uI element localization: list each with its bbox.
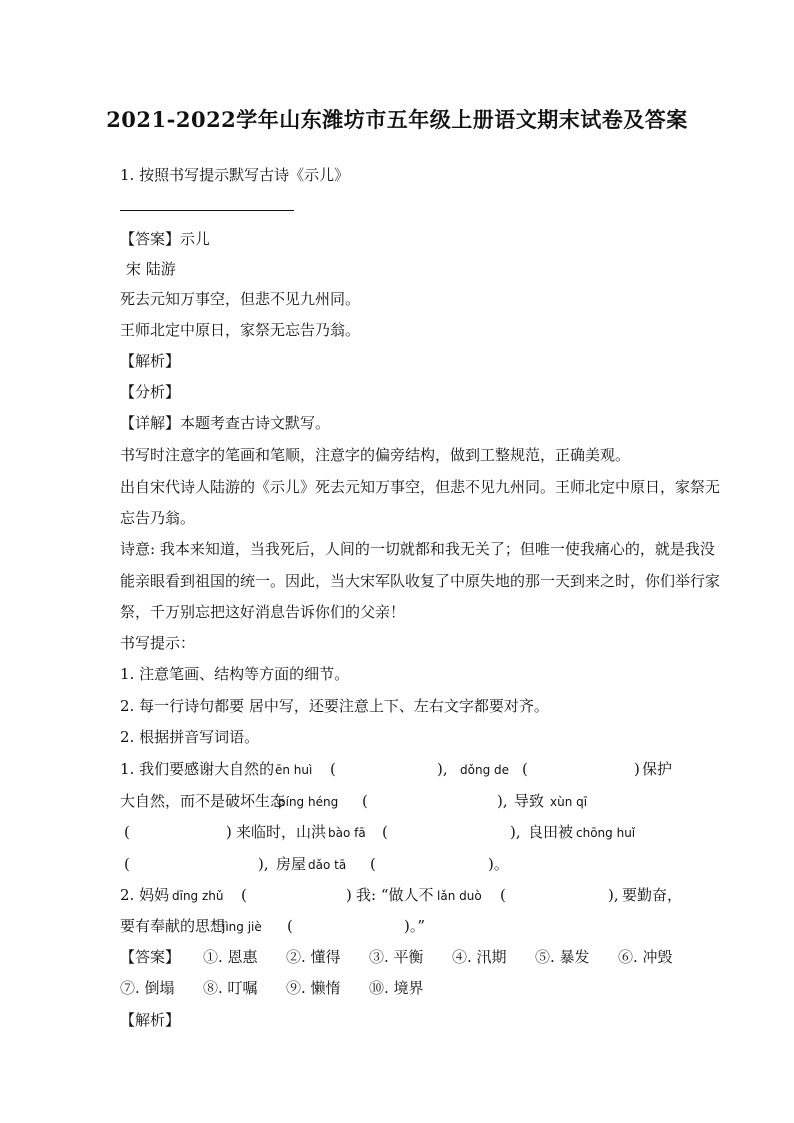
meaning-line-c: 祭，千万别忘把这好消息告诉你们的父亲！ [120, 603, 406, 621]
paren-open: ( [287, 917, 293, 935]
q2-sentence-3b: 良田被 [528, 823, 574, 841]
paren-open: ( [370, 855, 376, 873]
hint-item-2: 2. 每一行诗句都要 居中写，还要注意上下、左右文字都要对齐。 [120, 697, 549, 715]
pinyin-bao-fa: bào fā [328, 826, 366, 840]
paren-close-comma: ), [510, 823, 521, 841]
answer-blank-line [120, 210, 294, 211]
poem-title: 示儿 [180, 230, 211, 248]
answer-label: 【答案】 [120, 230, 181, 248]
paren-open: ( [124, 823, 130, 841]
paren-open: ( [522, 760, 528, 778]
paren-open: ( [241, 886, 247, 904]
q2-jiexi-label: 【解析】 [120, 1011, 181, 1029]
question-1-prompt: 1. 按照书写提示默写古诗《示儿》 [120, 166, 350, 184]
paren-open: ( [500, 886, 506, 904]
q2-sentence-2a: 大自然，而不是破坏生态 [120, 792, 286, 810]
answer-item: ①. 恩惠 [203, 948, 258, 966]
pinyin-jing-jie: jìng jiè [222, 920, 262, 934]
pinyin-chong-hui: chōng huǐ [576, 826, 636, 840]
poem-line-2: 王师北定中原日，家祭无忘告乃翁。 [120, 321, 361, 339]
poem-author: 宋 陆游 [126, 260, 176, 278]
xiangjie-label: 【详解】 [120, 414, 181, 432]
paren-close-comma: ), [497, 792, 508, 810]
paren-open: ( [330, 760, 336, 778]
answer-item: ⑨. 懒惰 [286, 979, 341, 997]
poem-line-1: 死去元知万事空，但悲不见九州同。 [120, 290, 361, 308]
hint-title: 书写提示： [120, 634, 196, 652]
q2-sentence-1b: 保护 [642, 760, 673, 778]
pinyin-ding-zhu: dīng zhǔ [172, 889, 224, 903]
writing-tip: 书写时注意字的笔画和笔顺，注意字的偏旁结构，做到工整规范，正确美观。 [120, 446, 631, 464]
q2-sentence-2b: 导致 [514, 792, 545, 810]
q2-sentence-5c: 要勤奋， [622, 886, 683, 904]
jiexi-label: 【解析】 [120, 352, 181, 370]
q2-answer-label: 【答案】 [120, 948, 181, 966]
meaning-line-b: 能亲眼看到祖国的统一。因此，当大宋军队收复了中原失地的那一天到来之时，你们举行家 [120, 572, 721, 590]
q2-sentence-6a: 要有奉献的思想 [120, 917, 226, 935]
answer-item: ④. 汛期 [452, 948, 507, 966]
q2-sentence-3a: 来临时，山洪 [236, 823, 327, 841]
document-title: 2021-2022学年山东潍坊市五年级上册语文期末试卷及答案 [106, 107, 688, 132]
q2-sentence-4a: 房屋 [276, 855, 307, 873]
hint-item-1: 1. 注意笔画、结构等方面的细节。 [120, 665, 350, 683]
pinyin-ping-heng: píng héng [278, 795, 339, 809]
pinyin-dong-de: dǒng de [460, 763, 509, 777]
source-line-b: 忘告乃翁。 [120, 509, 196, 527]
answer-item: ⑥. 冲毁 [618, 948, 673, 966]
q2-sentence-5b: 我: “做人不 [356, 886, 434, 904]
answer-item: ⑦. 倒塌 [120, 979, 175, 997]
paren-close-comma: ), [258, 855, 269, 873]
q1-answer-line [120, 230, 210, 248]
q2-sentence-5a: 2. 妈妈 [120, 886, 170, 904]
pinyin-en-hui: ēn huì [275, 763, 313, 777]
answer-item: ②. 懂得 [286, 948, 341, 966]
paren-open: ( [382, 823, 388, 841]
paren-close-period: )。 [488, 855, 509, 873]
paren-open: ( [124, 855, 130, 873]
paren-close-period-quote: )。” [404, 917, 426, 935]
paren-close: ) [634, 760, 640, 778]
pinyin-xun-qi: xùn qī [550, 795, 588, 809]
pinyin-dao-ta: dǎo tā [308, 858, 347, 872]
answer-item: ③. 平衡 [369, 948, 424, 966]
paren-close: ) [346, 886, 352, 904]
fenxi-label: 【分析】 [120, 383, 181, 401]
paren-close: ) [226, 823, 232, 841]
meaning-line-a: 诗意: 我本来知道，当我死后，人间的一切就都和我无关了；但唯一使我痛心的，就是我没 [120, 540, 715, 558]
source-line-a: 出自宋代诗人陆游的《示儿》死去元知万事空，但悲不见九州同。王师北定中原日，家祭无 [120, 478, 721, 496]
xiangjie-text: 本题考查古诗文默写。 [180, 414, 331, 432]
pinyin-lan-duo: lǎn duò [437, 889, 482, 903]
paren-open: ( [362, 792, 368, 810]
answer-item: ⑤. 暴发 [535, 948, 590, 966]
paren-close-comma: ), [608, 886, 619, 904]
answer-item: ⑧. 叮嘱 [203, 979, 258, 997]
answer-item: ⑩. 境界 [369, 979, 424, 997]
q2-sentence-1a: 1. 我们要感谢大自然的 [120, 760, 275, 778]
xiangjie-line [120, 414, 330, 432]
paren-close-comma: ), [437, 760, 448, 778]
question-2-prompt: 2. 根据拼音写词语。 [120, 728, 260, 746]
